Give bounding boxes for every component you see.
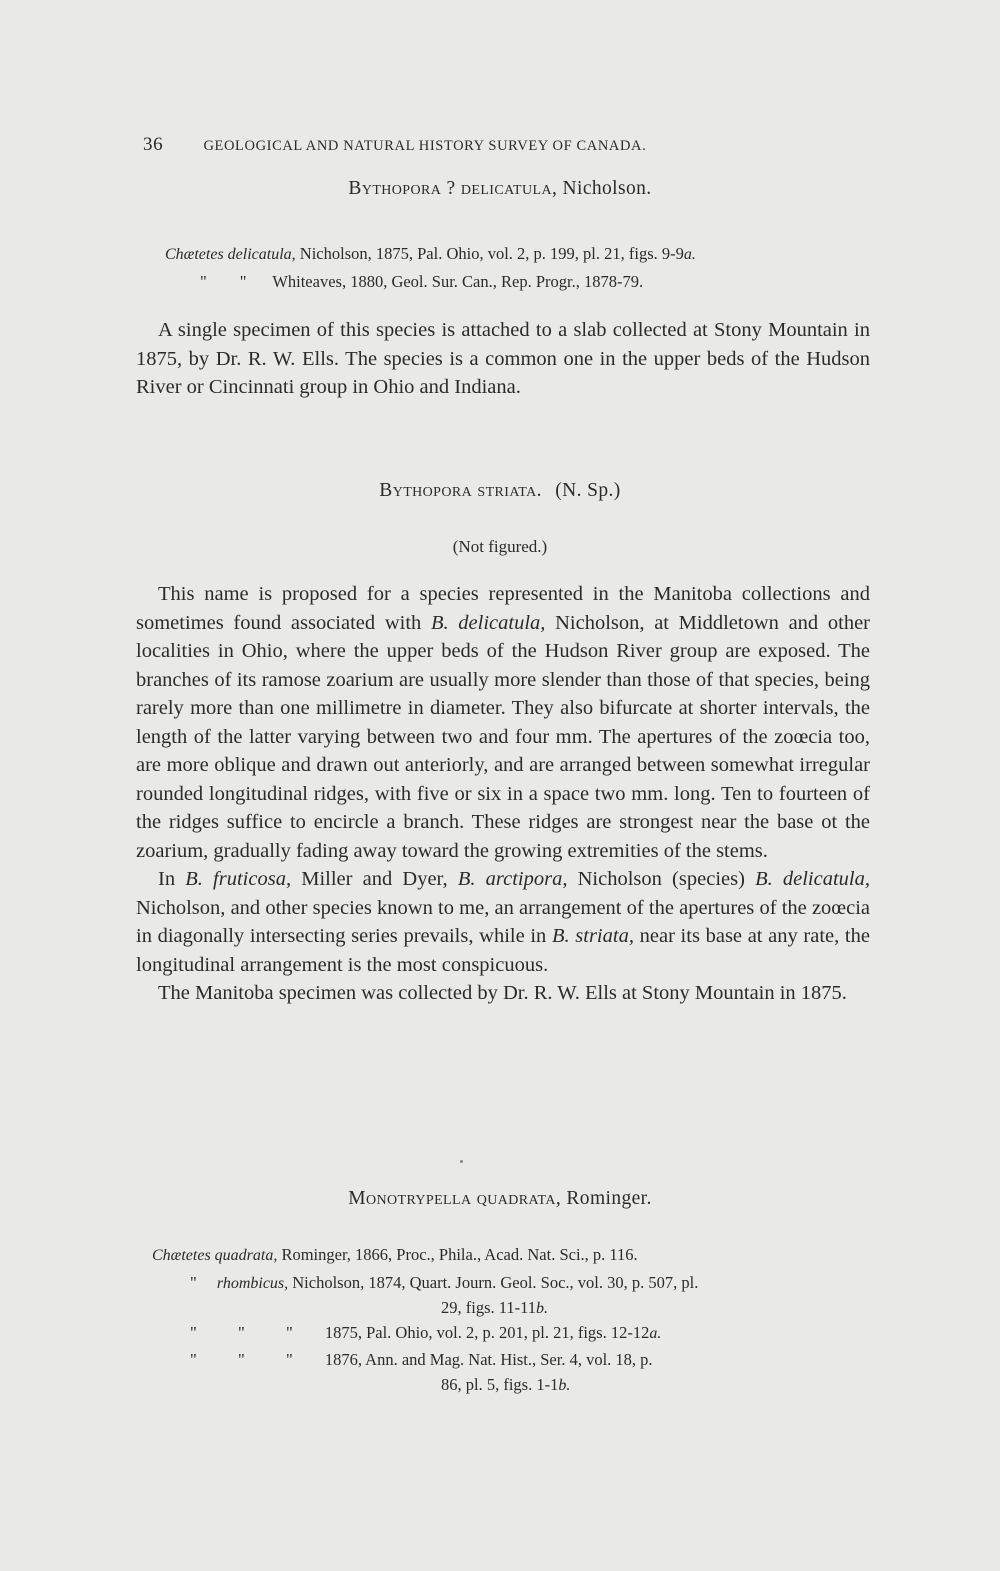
citation-text: 1876, Ann. and Mag. Nat. Hist., Ser. 4, vol. 18, p. [324, 1350, 653, 1369]
synonym-name: Chætetes quadrata, [152, 1247, 278, 1264]
genus-name: Monotrypella [348, 1188, 472, 1209]
citation-text: Nicholson, 1875, Pal. Ohio, vol. 2, p. 199, pl. 21, figs. 9-9 [299, 244, 684, 263]
text-run: Miller and Dyer, [291, 868, 458, 890]
printer-speck [460, 1160, 463, 1163]
species-heading-monotrypella-quadrata [0, 1188, 1000, 1210]
citation-suffix: b. [558, 1377, 571, 1394]
ditto-mark: " [190, 1273, 197, 1292]
body-paragraphs [136, 580, 870, 1008]
text-run: Nicholson, and other species known to me, an arrangement of the apertures of the zoœcia in diagonally intersecting series prevails, while in [136, 896, 870, 947]
paragraph: The Manitoba specimen was collected by Dr. R. W. Ells at Stony Mountain in 1875. [158, 982, 847, 1004]
synonymy-continuation [441, 1298, 548, 1318]
species-name: striata. [477, 480, 542, 501]
synonymy-line [165, 244, 696, 264]
italic-species: B. delicatula, [755, 868, 870, 890]
species-heading-bythopora-striata [0, 480, 1000, 502]
running-title: GEOLOGICAL AND NATURAL HISTORY SURVEY OF CANADA. [203, 138, 647, 154]
synonymy-line [152, 1245, 638, 1265]
italic-species: B. fruticosa, [185, 868, 292, 890]
citation-suffix: a. [683, 246, 696, 263]
new-species-note: (N. Sp.) [555, 480, 621, 501]
synonym-name: Chætetes delicatula, [165, 246, 296, 263]
synonymy-line [200, 272, 643, 292]
text-run: This name is proposed for a species represented in the Manitoba collections and sometimes found associated with [136, 583, 870, 634]
paragraph-text: A single specimen of this species is attached to a slab collected at Stony Mountain in 1875, by Dr. R. W. Ells. The species is a common one in the upper beds of the Hudson River or Cincinnati group in Ohio and Indiana. [136, 319, 870, 398]
author-name: Rominger. [566, 1188, 652, 1209]
paragraph [136, 580, 870, 865]
page-number: 36 [143, 134, 164, 155]
italic-species: B. arctipora, [457, 868, 568, 890]
citation-text: Nicholson, 1874, Quart. Journ. Geol. Soc., vol. 30, p. 507, pl. [292, 1273, 699, 1292]
running-header [143, 134, 843, 156]
citation-text: 1875, Pal. Ohio, vol. 2, p. 201, pl. 21, figs. 12-12 [324, 1323, 650, 1342]
citation-text: Whiteaves, 1880, Geol. Sur. Can., Rep. Progr., 1878-79. [272, 272, 644, 291]
citation-text: Rominger, 1866, Proc., Phila., Acad. Nat. Sci., p. 116. [281, 1245, 638, 1264]
text-run: Nicholson (species) [567, 868, 756, 890]
synonym-name: rhombicus, [216, 1275, 289, 1292]
species-name: quadrata, [476, 1188, 562, 1209]
synonymy-line [190, 1273, 698, 1293]
synonymy-line [190, 1350, 653, 1370]
text-run: Nicholson, at Middletown and other localities in Ohio, where the upper beds of the Hudson River group are exposed. The branches of its ramose zoarium are usually more slender than those of that species, being rarely more than one millimetre in diameter. They also bifurcate at shorter intervals, the length of the latter varying between two and four mm. The apertures of the zoœcia too, are more oblique and drawn out anteriorly, and are arranged between somewhat irregular rounded longitudinal ridges, with five or six in a space two mm. long. Ten to fourteen of the ridges suffice to encircle a branch. These ridges are strongest near the base ot the zoarium, gradually fading away toward the growing extremities of the stems. [136, 611, 870, 862]
species-heading-bythopora-delicatula [0, 178, 1000, 200]
ditto-marks: " " " [190, 1323, 293, 1342]
citation-text: 86, pl. 5, figs. 1-1 [441, 1375, 559, 1394]
genus-name: Bythopora [379, 480, 473, 501]
genus-name: Bythopora [348, 178, 442, 199]
synonymy-line [190, 1323, 661, 1343]
italic-species: B. delicatula, [430, 611, 546, 634]
citation-suffix: b. [536, 1300, 549, 1317]
citation-suffix: a. [649, 1325, 662, 1342]
synonymy-continuation [441, 1375, 570, 1395]
author-name: Nicholson. [562, 178, 652, 199]
species-name: ? delicatula, [446, 178, 558, 199]
ditto-marks: " " " [190, 1350, 293, 1369]
ditto-marks: " " [200, 272, 247, 291]
citation-text: 29, figs. 11-11 [441, 1298, 537, 1317]
italic-species: B. striata, [551, 925, 634, 947]
text-run: near its base at any rate, the longitudinal arrangement is the most conspicuous. [136, 925, 870, 976]
text-run: In [158, 868, 186, 890]
paragraph [136, 865, 870, 979]
body-paragraph [136, 316, 870, 402]
not-figured-note: (Not figured.) [452, 537, 548, 556]
